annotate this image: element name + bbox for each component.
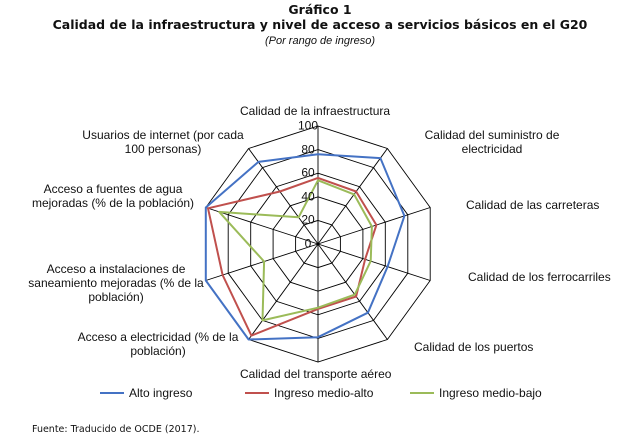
chart-title: Calidad de la infraestructura y nivel de acceso a servicios básicos en el G20 xyxy=(52,17,588,32)
legend-swatch-medio-alto xyxy=(245,392,269,394)
axis-label-internet: Usuarios de internet (por cada 100 personas) xyxy=(82,128,244,156)
axis-label-agua: Acceso a fuentes de agua mejoradas (% de la población) xyxy=(31,182,195,210)
legend-item-medio-bajo xyxy=(410,386,542,400)
tick-label-20: 20 xyxy=(301,212,315,227)
axis-label-carreteras: Calidad de las carreteras xyxy=(466,198,600,212)
legend-label-medio-bajo: Ingreso medio-bajo xyxy=(439,386,542,400)
axis-label-saneamiento: Acceso a instalaciones de saneamiento mejoradas (% de la población) xyxy=(28,262,204,304)
axis-label-infraestructura: Calidad de la infraestructura xyxy=(240,104,391,118)
spoke-2 xyxy=(318,208,430,245)
legend-label-medio-alto: Ingreso medio-alto xyxy=(274,386,374,400)
tick-label-60: 60 xyxy=(301,165,315,180)
spoke-1 xyxy=(318,149,387,245)
spoke-6 xyxy=(249,244,318,340)
legend-swatch-alto xyxy=(100,392,124,394)
source-note: Fuente: Traducido de OCDE (2017). xyxy=(32,424,200,435)
legend-item-alto xyxy=(100,386,192,400)
legend-label-alto: Alto ingreso xyxy=(129,386,193,400)
legend-swatch-medio-bajo xyxy=(410,392,434,394)
axis-label-puertos: Calidad de los puertos xyxy=(414,340,534,354)
axis-label-electricidad-suministro: Calidad del suministro de electricidad xyxy=(424,128,560,156)
tick-label-40: 40 xyxy=(301,189,315,204)
axis-label-transporte-aereo: Calidad del transporte aéreo xyxy=(240,367,392,381)
tick-label-80: 80 xyxy=(301,142,315,157)
tick-label-0: 0 xyxy=(304,236,312,251)
spoke-3 xyxy=(318,244,430,281)
legend-item-medio-alto xyxy=(245,386,373,400)
axis-label-ferrocarriles: Calidad de los ferrocarriles xyxy=(468,270,611,284)
axis-label-acceso-electricidad: Acceso a electricidad (% de la población) xyxy=(77,330,239,358)
series-line-1 xyxy=(208,178,376,336)
chart-subtitle: (Por rango de ingreso) xyxy=(264,35,376,47)
legend xyxy=(0,386,640,402)
tick-label-100: 100 xyxy=(297,118,319,133)
figure-number: Gráfico 1 xyxy=(288,2,352,17)
